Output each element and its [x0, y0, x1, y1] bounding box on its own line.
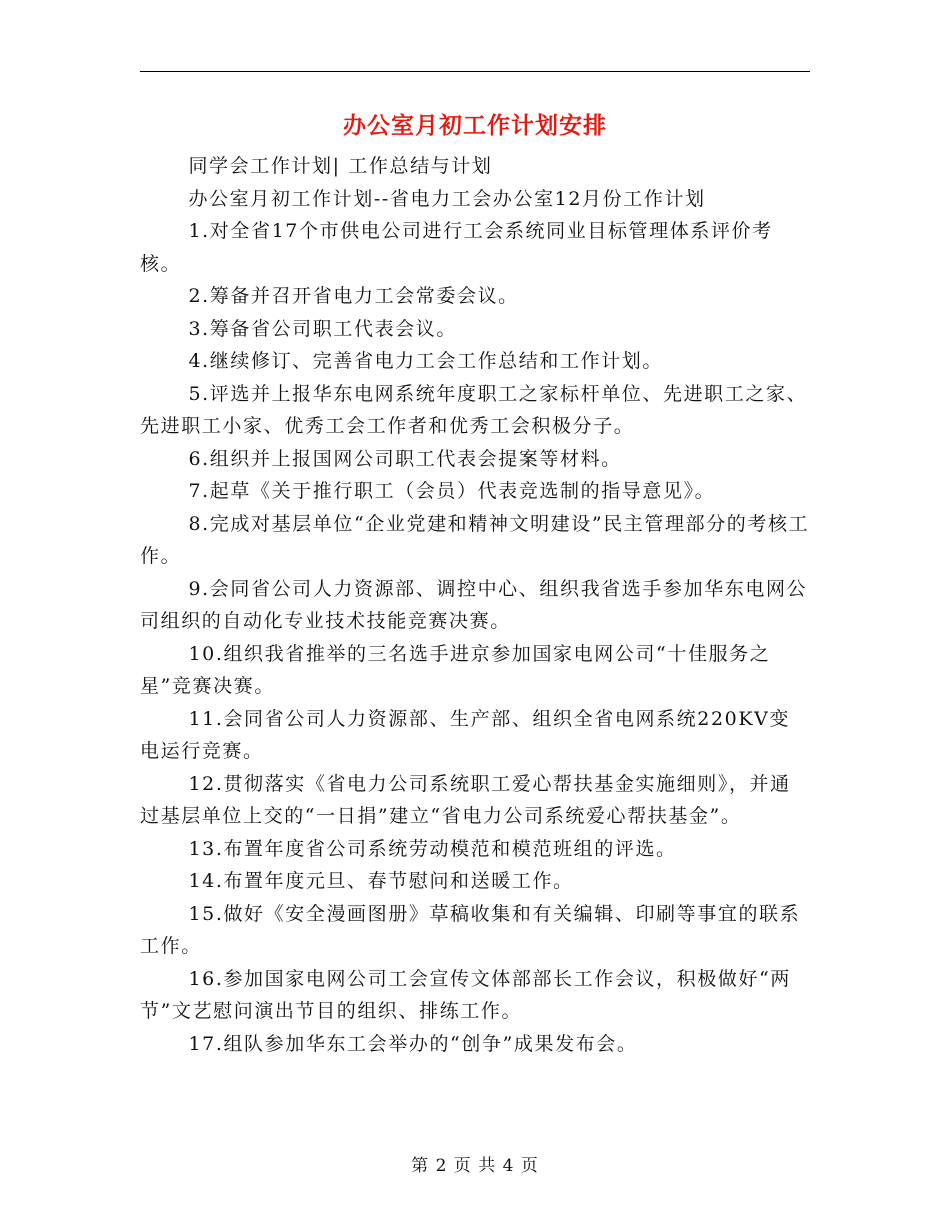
plan-item-8: 8.完成对基层单位“企业党建和精神文明建设”民主管理部分的考核工作。 — [140, 512, 810, 567]
plan-item-17: 17.组队参加华东工会举办的“创争”成果发布会。 — [188, 1032, 638, 1055]
header-rule — [140, 71, 810, 72]
plan-item-13: 13.布置年度省公司系统劳动模范和模范班组的评选。 — [188, 837, 677, 860]
plan-item-10: 10.组织我省推举的三名选手进京参加国家电网公司“十佳服务之星”竞赛决赛。 — [140, 642, 771, 697]
plan-item-1: 1.对全省17个市供电公司进行工会系统同业目标管理体系评价考核。 — [140, 220, 773, 275]
plan-item-2: 2.筹备并召开省电力工会常委会议。 — [188, 285, 519, 307]
plan-item-6: 6.组织并上报国网公司职工代表会提案等材料。 — [188, 447, 622, 470]
paragraph-heading: 办公室月初工作计划--省电力工会办公室12月份工作计划 — [188, 187, 706, 210]
plan-item-4: 4.继续修订、完善省电力工会工作总结和工作计划。 — [188, 350, 663, 372]
plan-item-16: 16.参加国家电网公司工会宣传文体部部长工作会议，积极做好“两节”文艺慰问演出节目的组织、排练工作。 — [140, 967, 791, 1022]
paragraph-subtitle: 同学会工作计划| 工作总结与计划 — [188, 155, 493, 177]
page-footer: 第 2 页 共 4 页 — [411, 1156, 539, 1176]
plan-item-7: 7.起草《关于推行职工（会员）代表竞选制的指导意见》。 — [188, 480, 716, 502]
plan-item-15: 15.做好《安全漫画图册》草稿收集和有关编辑、印刷等事宜的联系工作。 — [140, 902, 801, 957]
plan-item-11: 11.会同省公司人力资源部、生产部、组织全省电网系统220KV变电运行竞赛。 — [140, 707, 791, 762]
plan-item-3: 3.筹备省公司职工代表会议。 — [188, 317, 457, 340]
plan-item-9: 9.会同省公司人力资源部、调控中心、组织我省选手参加华东电网公司组织的自动化专业技术技能竞赛决赛。 — [140, 577, 808, 632]
plan-item-5: 5.评选并上报华东电网系统年度职工之家标杆单位、先进职工之家、先进职工小家、优秀工会工作者和优秀工会积极分子。 — [140, 382, 808, 437]
document-body — [140, 150, 810, 1060]
document-title: 办公室月初工作计划安排 — [343, 112, 607, 139]
plan-item-12: 12.贯彻落实《省电力公司系统职工爱心帮扶基金实施细则》，并通过基层单位上交的“一日捐”建立“省电力公司系统爱心帮扶基金”。 — [140, 772, 791, 827]
plan-item-14: 14.布置年度元旦、春节慰问和送暖工作。 — [188, 870, 574, 892]
